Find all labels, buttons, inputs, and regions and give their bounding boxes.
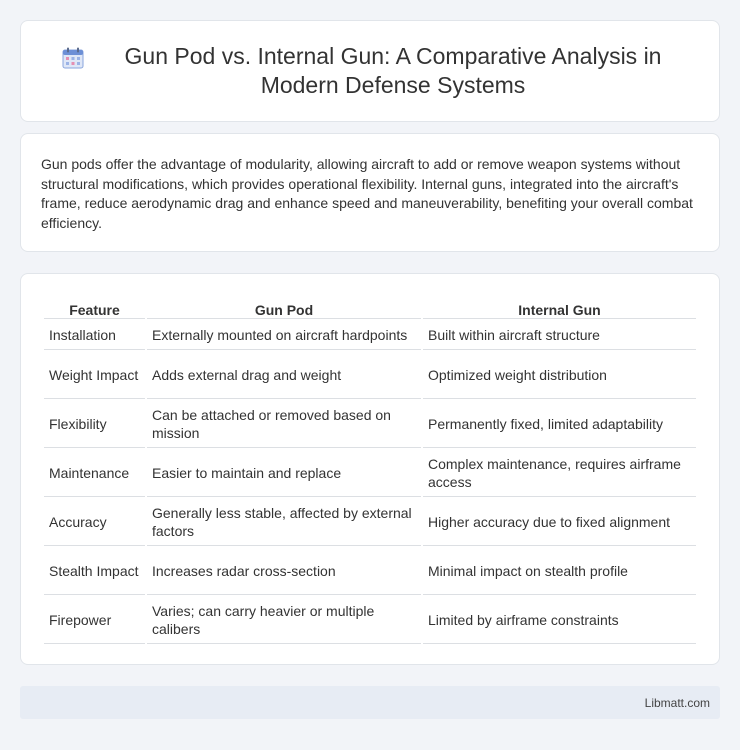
intro-card — [20, 133, 720, 252]
page-title: Gun Pod vs. Internal Gun: A Comparative Analysis in Modern Defense Systems — [124, 43, 662, 98]
internal-gun-cell: Optimized weight distribution — [423, 352, 696, 399]
feature-cell: Weight Impact — [44, 352, 145, 399]
feature-cell: Firepower — [44, 597, 145, 644]
header-feature: Feature — [44, 296, 145, 319]
internal-gun-cell: Minimal impact on stealth profile — [423, 548, 696, 595]
footer-site-link[interactable]: Libmatt.com — [644, 696, 710, 710]
calendar-icon — [61, 46, 85, 70]
feature-cell: Accuracy — [44, 499, 145, 546]
feature-cell: Stealth Impact — [44, 548, 145, 595]
title-card — [20, 20, 720, 122]
internal-gun-cell: Complex maintenance, requires airframe access — [423, 450, 696, 497]
table-header-row — [44, 296, 696, 319]
internal-gun-cell: Higher accuracy due to fixed alignment — [423, 499, 696, 546]
table-row — [44, 352, 696, 399]
comparison-card — [20, 273, 720, 665]
table-row — [44, 548, 696, 595]
gun-pod-cell: Varies; can carry heavier or multiple calibers — [147, 597, 421, 644]
header-internal-gun: Internal Gun — [423, 296, 696, 319]
table-row — [44, 450, 696, 497]
gun-pod-cell: Easier to maintain and replace — [147, 450, 421, 497]
table-row — [44, 401, 696, 448]
table-row — [44, 321, 696, 350]
table-row — [44, 597, 696, 644]
feature-cell: Flexibility — [44, 401, 145, 448]
gun-pod-cell: Increases radar cross-section — [147, 548, 421, 595]
gun-pod-cell: Generally less stable, affected by external factors — [147, 499, 421, 546]
table-row — [44, 499, 696, 546]
gun-pod-cell: Externally mounted on aircraft hardpoints — [147, 321, 421, 350]
comparison-table — [42, 294, 698, 646]
header-gun-pod: Gun Pod — [147, 296, 421, 319]
internal-gun-cell: Permanently fixed, limited adaptability — [423, 401, 696, 448]
intro-paragraph: Gun pods offer the advantage of modularity, allowing aircraft to add or remove weapon systems without structural modifications, which provides operational flexibility. Internal guns, integrated into the aircraft's frame, reduce aerodynamic drag and enhance speed and maneuverability, benefiting your overall combat efficiency. — [41, 156, 693, 231]
feature-cell: Installation — [44, 321, 145, 350]
gun-pod-cell: Adds external drag and weight — [147, 352, 421, 399]
internal-gun-cell: Built within aircraft structure — [423, 321, 696, 350]
feature-cell: Maintenance — [44, 450, 145, 497]
footer — [20, 686, 720, 719]
internal-gun-cell: Limited by airframe constraints — [423, 597, 696, 644]
gun-pod-cell: Can be attached or removed based on mission — [147, 401, 421, 448]
